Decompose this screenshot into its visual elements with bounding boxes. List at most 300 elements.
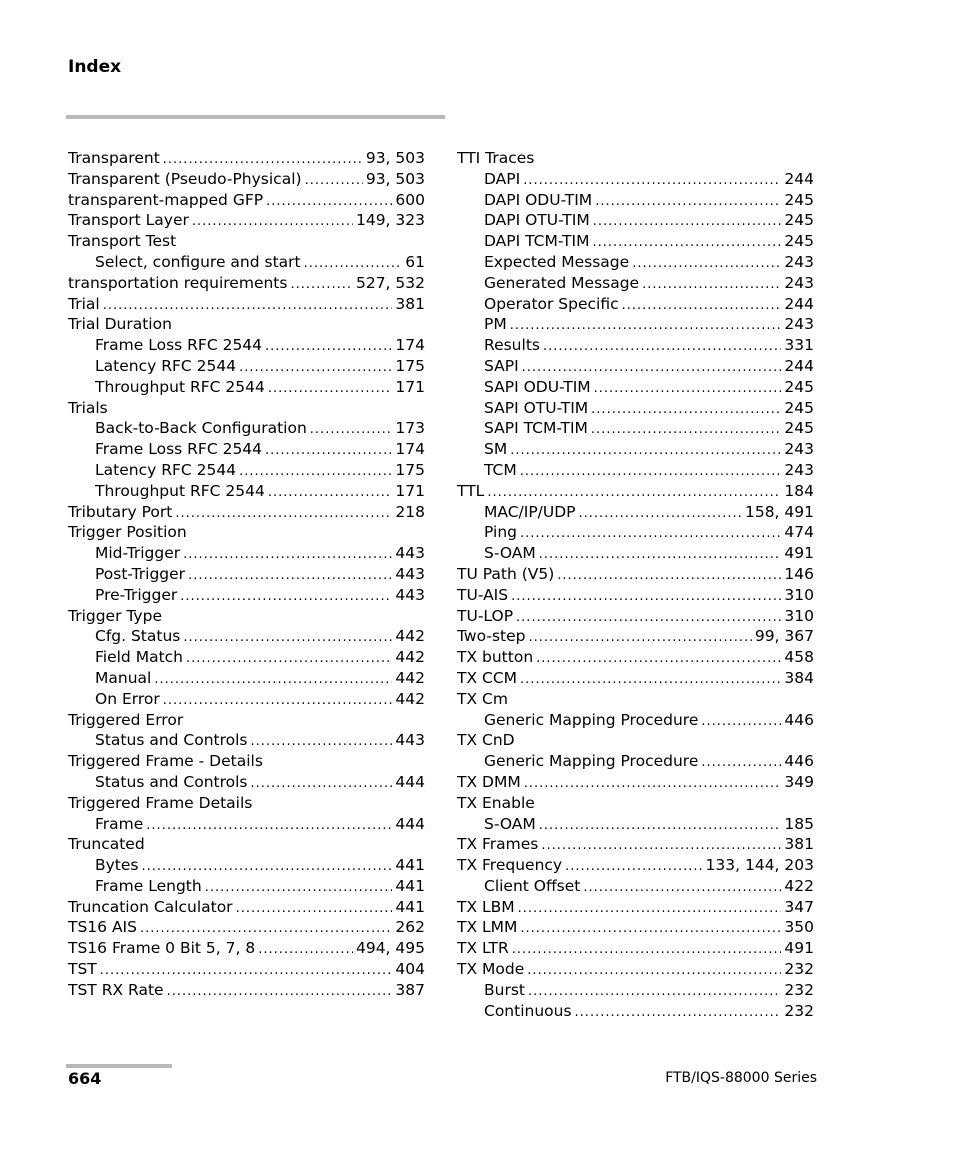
dot-leader xyxy=(543,337,781,356)
index-entry xyxy=(68,834,425,855)
index-page-ref[interactable]: 244 xyxy=(784,356,814,375)
dot-leader xyxy=(575,1003,782,1022)
index-entry xyxy=(68,148,425,169)
index-column-right xyxy=(457,148,814,1021)
index-page-ref[interactable]: 441 xyxy=(395,897,425,916)
index-page-ref[interactable]: 442 xyxy=(395,648,425,667)
dot-leader xyxy=(163,691,393,710)
dot-leader xyxy=(565,857,702,876)
index-subentry xyxy=(457,335,814,356)
dot-leader xyxy=(511,587,781,606)
index-entry xyxy=(457,647,814,668)
index-subentry xyxy=(68,585,425,606)
dot-leader xyxy=(632,254,781,273)
index-page-ref[interactable]: 349 xyxy=(784,772,814,791)
dot-leader xyxy=(205,878,393,897)
index-entry xyxy=(457,959,814,980)
index-term: TU-LOP xyxy=(457,606,514,625)
index-page-ref[interactable]: 232 xyxy=(784,1001,814,1020)
index-term: Triggered Error xyxy=(68,710,184,729)
index-term: TU-AIS xyxy=(457,585,509,604)
index-term: TS16 AIS xyxy=(68,918,137,937)
index-term: Status and Controls xyxy=(95,772,248,791)
index-entry xyxy=(68,210,425,231)
dot-leader xyxy=(592,233,781,252)
index-entry xyxy=(457,855,814,876)
index-entry xyxy=(457,834,814,855)
index-entry xyxy=(457,148,814,169)
index-term: Field Match xyxy=(95,648,183,667)
index-page-ref[interactable]: 310 xyxy=(784,606,814,625)
index-entry xyxy=(457,564,814,585)
index-subentry xyxy=(68,564,425,585)
index-entry xyxy=(68,938,425,959)
index-subentry xyxy=(457,1001,814,1022)
dot-leader xyxy=(642,275,781,294)
index-subentry xyxy=(68,377,425,398)
index-term: Bytes xyxy=(95,856,139,875)
index-entry xyxy=(68,959,425,980)
index-term: TST RX Rate xyxy=(68,980,164,999)
dot-leader xyxy=(186,649,392,668)
index-page-ref[interactable]: 245 xyxy=(784,232,814,251)
index-page-ref[interactable]: 350 xyxy=(784,918,814,937)
index-subentry xyxy=(457,543,814,564)
index-page-ref[interactable]: 444 xyxy=(395,814,425,833)
dot-leader xyxy=(528,982,781,1001)
index-term: Continuous xyxy=(484,1001,572,1020)
dot-leader xyxy=(523,171,781,190)
dot-leader xyxy=(167,982,393,1001)
index-term: SM xyxy=(484,440,508,459)
index-subentry xyxy=(457,252,814,273)
dot-leader xyxy=(265,441,392,460)
dot-leader xyxy=(310,420,393,439)
index-page-ref[interactable]: 133, 144, 203 xyxy=(705,856,814,875)
index-term: TX DMM xyxy=(457,772,521,791)
index-subentry xyxy=(457,502,814,523)
dot-leader xyxy=(510,441,781,460)
index-page-ref[interactable]: 149, 323 xyxy=(355,211,425,230)
dot-leader xyxy=(154,670,392,689)
index-subentry xyxy=(457,460,814,481)
index-subentry xyxy=(68,876,425,897)
index-term: Manual xyxy=(95,668,152,687)
index-page-ref[interactable]: 384 xyxy=(784,668,814,687)
index-entry xyxy=(457,772,814,793)
index-page-ref[interactable]: 422 xyxy=(784,876,814,895)
index-page-ref[interactable]: 443 xyxy=(395,564,425,583)
dot-leader xyxy=(175,504,392,523)
index-page-ref[interactable]: 381 xyxy=(395,294,425,313)
index-subentry xyxy=(457,751,814,772)
index-subentry xyxy=(457,314,814,335)
dot-leader xyxy=(103,296,393,315)
dot-leader xyxy=(236,899,393,918)
index-entry xyxy=(68,751,425,772)
index-entry xyxy=(68,522,425,543)
index-page-ref[interactable]: 99, 367 xyxy=(754,627,814,646)
dot-leader xyxy=(180,587,392,606)
index-entry xyxy=(457,481,814,502)
index-term: SAPI ODU-TIM xyxy=(484,377,591,396)
dot-leader xyxy=(701,753,781,772)
dot-leader xyxy=(239,462,392,481)
dot-leader xyxy=(518,899,782,918)
index-term: TU Path (V5) xyxy=(457,564,555,583)
dot-leader xyxy=(539,545,782,564)
index-page-ref[interactable]: 93, 503 xyxy=(365,149,425,167)
dot-leader xyxy=(183,545,392,564)
index-term: TX LMM xyxy=(457,918,518,937)
index-entry xyxy=(68,980,425,1001)
index-term: Status and Controls xyxy=(95,731,248,750)
index-entry xyxy=(457,626,814,647)
index-term: Pre-Trigger xyxy=(95,585,178,604)
dot-leader xyxy=(701,712,781,731)
index-entry xyxy=(457,897,814,918)
dot-leader xyxy=(520,524,781,543)
index-page-ref[interactable]: 491 xyxy=(784,544,814,563)
index-page-ref[interactable]: 474 xyxy=(784,523,814,542)
index-page-ref[interactable]: 443 xyxy=(395,585,425,604)
index-subentry xyxy=(457,210,814,231)
index-term: TX CnD xyxy=(457,731,515,750)
index-subentry xyxy=(68,460,425,481)
index-subentry xyxy=(68,439,425,460)
page-number: 664 xyxy=(68,1069,102,1088)
dot-leader xyxy=(516,608,781,627)
index-page-ref[interactable]: 310 xyxy=(784,585,814,604)
index-term: On Error xyxy=(95,689,160,708)
index-entry xyxy=(457,938,814,959)
index-page-ref[interactable]: 442 xyxy=(395,668,425,687)
index-subentry xyxy=(457,398,814,419)
index-subentry xyxy=(68,814,425,835)
dot-leader xyxy=(522,358,782,377)
dot-leader xyxy=(520,919,781,938)
index-page-ref[interactable]: 404 xyxy=(395,960,425,979)
index-page-ref[interactable]: 600 xyxy=(395,190,425,209)
index-entry xyxy=(457,689,814,710)
dot-leader xyxy=(100,961,393,980)
index-subentry xyxy=(68,730,425,751)
index-term: Burst xyxy=(484,980,525,999)
index-entry xyxy=(68,314,425,335)
index-page-ref[interactable]: 243 xyxy=(784,460,814,479)
index-entry xyxy=(68,273,425,294)
index-subentry xyxy=(457,231,814,252)
dot-leader xyxy=(541,836,781,855)
index-page-ref[interactable]: 171 xyxy=(395,481,425,500)
dot-leader xyxy=(304,254,403,273)
index-entry xyxy=(68,398,425,419)
dot-leader xyxy=(591,400,781,419)
index-term: TST xyxy=(68,960,97,979)
index-term: transparent-mapped GFP xyxy=(68,190,264,209)
index-page-ref[interactable]: 174 xyxy=(395,336,425,355)
index-entry xyxy=(68,917,425,938)
index-page-ref[interactable]: 443 xyxy=(395,544,425,563)
index-subentry xyxy=(68,855,425,876)
dot-leader xyxy=(557,566,781,585)
index-term: TX CCM xyxy=(457,668,518,687)
dot-leader xyxy=(183,628,392,647)
index-page-ref[interactable]: 347 xyxy=(784,897,814,916)
index-page-ref[interactable]: 173 xyxy=(395,419,425,438)
index-page-ref[interactable]: 442 xyxy=(395,689,425,708)
dot-leader xyxy=(520,670,781,689)
index-page-ref[interactable]: 243 xyxy=(784,315,814,334)
index-page-ref[interactable]: 232 xyxy=(784,960,814,979)
index-entry xyxy=(68,231,425,252)
index-entry xyxy=(457,793,814,814)
index-page-ref[interactable]: 381 xyxy=(784,835,814,854)
index-term: PM xyxy=(484,315,507,334)
index-column-left xyxy=(68,148,425,1001)
index-term: Triggered Frame - Details xyxy=(68,752,263,771)
index-subentry xyxy=(68,356,425,377)
index-term: Back-to-Back Configuration xyxy=(95,419,307,438)
index-page-ref[interactable]: 245 xyxy=(784,190,814,209)
index-subentry xyxy=(68,543,425,564)
index-term: Tributary Port xyxy=(68,502,173,521)
index-term: Truncation Calculator xyxy=(68,897,233,916)
index-term: Trigger Type xyxy=(68,606,162,625)
dot-leader xyxy=(251,732,393,751)
dot-leader xyxy=(265,337,392,356)
index-page-ref[interactable]: 243 xyxy=(784,440,814,459)
index-term: TTL xyxy=(457,481,485,500)
index-term: Truncated xyxy=(68,835,145,854)
index-page-ref[interactable]: 527, 532 xyxy=(355,273,425,292)
index-page-ref[interactable]: 442 xyxy=(395,627,425,646)
index-subentry xyxy=(457,876,814,897)
dot-leader xyxy=(593,212,782,231)
index-term: SAPI TCM-TIM xyxy=(484,419,588,438)
index-page-ref[interactable]: 245 xyxy=(784,419,814,438)
dot-leader xyxy=(591,420,781,439)
index-entry xyxy=(68,502,425,523)
index-term: TX Mode xyxy=(457,960,525,979)
index-term: Trials xyxy=(68,398,108,417)
index-subentry xyxy=(68,418,425,439)
index-page-ref[interactable]: 494, 495 xyxy=(355,939,425,958)
index-page-ref[interactable]: 446 xyxy=(784,752,814,771)
index-page-ref[interactable]: 387 xyxy=(395,980,425,999)
index-page-ref[interactable]: 93, 503 xyxy=(365,169,425,188)
index-term: Frame Loss RFC 2544 xyxy=(95,336,263,355)
index-entry xyxy=(68,710,425,731)
index-subentry xyxy=(457,190,814,211)
dot-leader xyxy=(512,940,782,959)
index-term: TTI Traces xyxy=(457,149,535,167)
index-page-ref[interactable]: 331 xyxy=(784,336,814,355)
index-entry xyxy=(457,730,814,751)
dot-leader xyxy=(258,940,353,959)
index-entry xyxy=(68,793,425,814)
index-term: Operator Specific xyxy=(484,294,619,313)
index-subentry xyxy=(457,980,814,1001)
index-subentry xyxy=(68,647,425,668)
index-term: Cfg. Status xyxy=(95,627,181,646)
index-subentry xyxy=(457,418,814,439)
index-term: S-OAM xyxy=(484,544,536,563)
index-subentry xyxy=(457,439,814,460)
index-entry xyxy=(68,606,425,627)
dot-leader xyxy=(594,379,782,398)
index-term: Frame Loss RFC 2544 xyxy=(95,440,263,459)
index-term: Results xyxy=(484,336,540,355)
index-term: Generic Mapping Procedure xyxy=(484,710,699,729)
index-page-ref[interactable]: 446 xyxy=(784,710,814,729)
index-page-ref[interactable]: 262 xyxy=(395,918,425,937)
index-page-ref[interactable]: 61 xyxy=(405,252,425,271)
index-subentry xyxy=(68,252,425,273)
footer-divider xyxy=(66,1064,172,1068)
index-subentry xyxy=(68,626,425,647)
index-term: Client Offset xyxy=(484,876,581,895)
dot-leader xyxy=(146,816,392,835)
index-subentry xyxy=(68,689,425,710)
index-term: Latency RFC 2544 xyxy=(95,460,237,479)
dot-leader xyxy=(239,358,392,377)
index-term: Two-step xyxy=(457,627,526,646)
index-term: Select, configure and start xyxy=(95,252,301,271)
page-header-title: Index xyxy=(68,57,122,77)
index-subentry xyxy=(68,481,425,502)
index-page-ref[interactable]: 443 xyxy=(395,731,425,750)
index-subentry xyxy=(68,335,425,356)
index-page-ref[interactable]: 243 xyxy=(784,273,814,292)
index-term: Trial xyxy=(68,294,100,313)
index-term: Throughput RFC 2544 xyxy=(95,377,265,396)
index-page-ref[interactable]: 444 xyxy=(395,772,425,791)
index-term: TX Frames xyxy=(457,835,539,854)
index-page-ref[interactable]: 184 xyxy=(784,481,814,500)
index-entry xyxy=(457,585,814,606)
index-entry xyxy=(68,169,425,190)
index-page-ref[interactable]: 441 xyxy=(395,856,425,875)
index-term: Generated Message xyxy=(484,273,640,292)
index-entry xyxy=(457,917,814,938)
index-term: Frame xyxy=(95,814,144,833)
dot-leader xyxy=(268,483,393,502)
index-page-ref[interactable]: 175 xyxy=(395,356,425,375)
index-term: TX Frequency xyxy=(457,856,563,875)
index-term: Trial Duration xyxy=(68,315,172,334)
dot-leader xyxy=(188,566,392,585)
index-term: DAPI ODU-TIM xyxy=(484,190,593,209)
index-page-ref[interactable]: 244 xyxy=(784,169,814,188)
index-page-ref[interactable]: 171 xyxy=(395,377,425,396)
dot-leader xyxy=(595,192,781,211)
index-subentry xyxy=(457,710,814,731)
index-term: Throughput RFC 2544 xyxy=(95,481,265,500)
index-subentry xyxy=(457,522,814,543)
dot-leader xyxy=(622,296,782,315)
index-entry xyxy=(457,668,814,689)
index-subentry xyxy=(457,294,814,315)
index-term: DAPI OTU-TIM xyxy=(484,211,590,230)
index-page-ref[interactable]: 243 xyxy=(784,252,814,271)
dot-leader xyxy=(579,504,742,523)
index-term: TX button xyxy=(457,648,534,667)
index-page-ref[interactable]: 441 xyxy=(395,876,425,895)
index-term: Transport Layer xyxy=(68,211,189,230)
index-page-ref[interactable]: 245 xyxy=(784,211,814,230)
index-term: TX LTR xyxy=(457,939,509,958)
index-page-ref[interactable]: 158, 491 xyxy=(744,502,814,521)
dot-leader xyxy=(290,275,353,294)
dot-leader xyxy=(268,379,393,398)
index-term: transportation requirements xyxy=(68,273,288,292)
index-page-ref[interactable]: 244 xyxy=(784,294,814,313)
index-term: TX Cm xyxy=(457,689,508,708)
dot-leader xyxy=(192,212,353,231)
dot-leader xyxy=(487,483,781,502)
dot-leader xyxy=(520,462,782,481)
index-term: Generic Mapping Procedure xyxy=(484,752,699,771)
index-subentry xyxy=(457,273,814,294)
index-page-ref[interactable]: 146 xyxy=(784,564,814,583)
index-subentry xyxy=(457,356,814,377)
index-page-ref[interactable]: 245 xyxy=(784,377,814,396)
index-entry xyxy=(457,606,814,627)
dot-leader xyxy=(251,774,393,793)
index-page-ref[interactable]: 218 xyxy=(395,502,425,521)
index-term: Transport Test xyxy=(68,232,177,251)
dot-leader xyxy=(583,878,781,897)
index-subentry xyxy=(457,169,814,190)
index-term: Trigger Position xyxy=(68,523,187,542)
index-term: Mid-Trigger xyxy=(95,544,181,563)
index-term: MAC/IP/UDP xyxy=(484,502,576,521)
index-page-ref[interactable]: 232 xyxy=(784,980,814,999)
index-page-ref[interactable]: 175 xyxy=(395,460,425,479)
dot-leader xyxy=(536,649,781,668)
dot-leader xyxy=(140,919,392,938)
index-entry xyxy=(68,897,425,918)
dot-leader xyxy=(142,857,393,876)
dot-leader xyxy=(539,816,782,835)
index-term: Post-Trigger xyxy=(95,564,186,583)
index-term: DAPI TCM-TIM xyxy=(484,232,590,251)
index-subentry xyxy=(68,772,425,793)
header-divider xyxy=(66,115,445,119)
product-series: FTB/IQS-88000 Series xyxy=(665,1070,817,1086)
index-term: TX Enable xyxy=(457,793,535,812)
index-page-ref[interactable]: 458 xyxy=(784,648,814,667)
index-entry xyxy=(68,294,425,315)
index-subentry xyxy=(457,814,814,835)
index-page-ref[interactable]: 245 xyxy=(784,398,814,417)
index-term: Triggered Frame Details xyxy=(68,793,253,812)
index-term: S-OAM xyxy=(484,814,536,833)
index-term: Transparent xyxy=(68,149,160,167)
index-page-ref[interactable]: 185 xyxy=(784,814,814,833)
index-page-ref[interactable]: 174 xyxy=(395,440,425,459)
index-term: TX LBM xyxy=(457,897,515,916)
index-page-ref[interactable]: 491 xyxy=(784,939,814,958)
index-subentry xyxy=(68,668,425,689)
index-entry xyxy=(68,190,425,211)
dot-leader xyxy=(510,316,782,335)
index-term: Ping xyxy=(484,523,517,542)
dot-leader xyxy=(305,171,363,190)
index-term: TCM xyxy=(484,460,517,479)
index-term: Transparent (Pseudo-Physical) xyxy=(68,169,302,188)
